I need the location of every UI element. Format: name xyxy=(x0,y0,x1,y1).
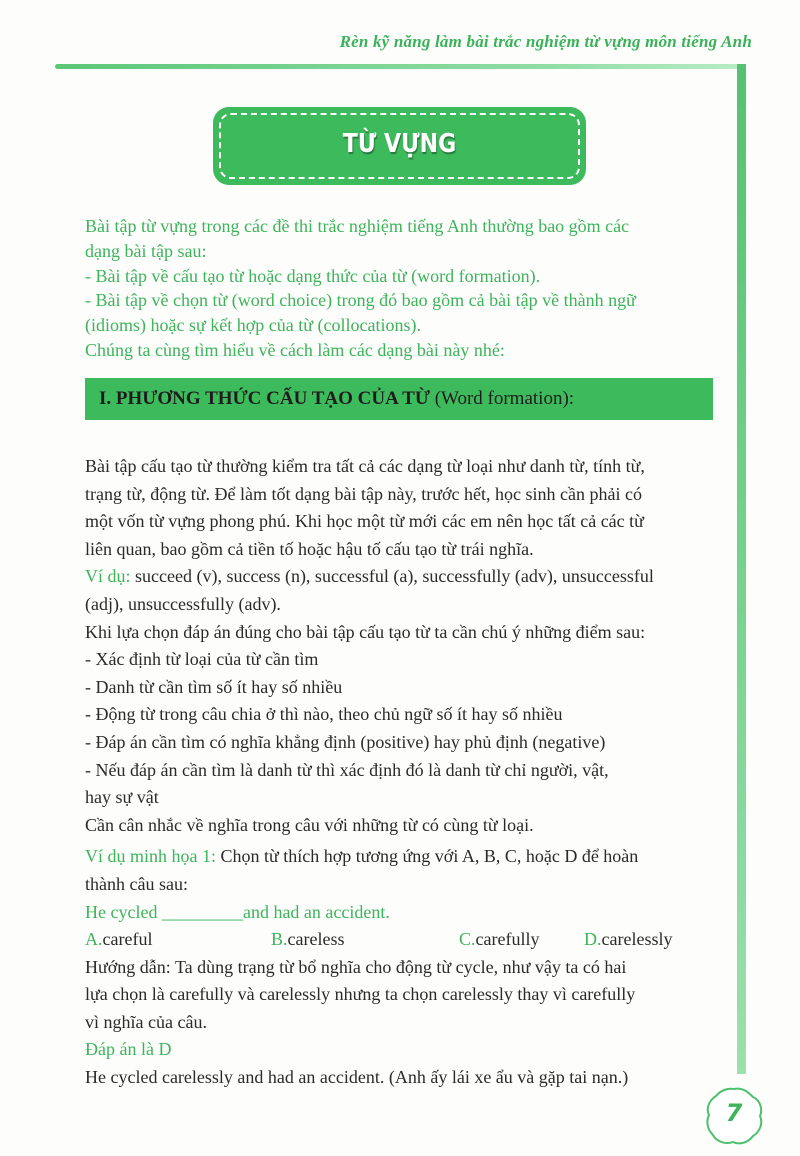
answer-options: A.careful B.careless C.carefully D.carelessly xyxy=(85,929,673,950)
example-line: Ví dụ: succeed (v), success (n), successful (a), successfully (adv), unsuccessful xyxy=(85,566,654,587)
section-body: Bài tập cấu tạo từ thường kiểm tra tất cả các dạng từ loại như danh từ, tính từ, trạng từ, động từ. Để làm tốt dạng bài tập này, trước hết, học sinh cần phải có một vốn từ vựng phong phú. Khi học một từ mới các em nên học tất cả các từ liên quan, bao gồm cả tiền tố hoặc hậu tố cấu tạo từ trái nghĩa. Ví dụ: succeed (v), success (n), successful (a), successfully (adv), unsuccessful (adj), unsuccessfully (adv). Khi lựa chọn đáp án đúng cho bài tập cấu tạo từ ta cần chú ý những điểm sau: - Xác định từ loại của từ cần tìm - Danh từ cần tìm số ít hay số nhiều - Động từ trong câu chia ở thì nào, theo chủ ngữ số ít hay số nhiều - Đáp án cần tìm có nghĩa khẳng định (positive) hay phủ định (negative) - Nếu đáp án cần tìm là danh từ thì xác định đó là danh từ chỉ người, vật, hay sự vật Cần cân nhắc về nghĩa trong câu với những từ có cùng từ loại. Ví dụ minh họa 1: Chọn từ thích hợp tương ứng với A, B, C, hoặc D để hoàn thành câu sau: He cycled _________and had an accident. A.careful B.careless C.carefully D.carelessly Hướng dẫn: Ta dùng trạng từ bổ nghĩa cho động từ cycle, như vậy ta có hai lựa chọn là carefully và carelessly nhưng ta chọn carelessly thay vì carefully vì nghĩa của câu. Đáp án là D He cycled carelessly and had an accident. (Anh ấy lái xe ẩu và gặp tai nạn.) xyxy=(85,453,725,1092)
side-bar-decoration xyxy=(737,64,746,1074)
question: He cycled _________and had an accident. xyxy=(85,901,390,922)
intro-paragraph: Bài tập từ vựng trong các đề thi trắc nghiệm tiếng Anh thường bao gồm các dạng bài tập sau: - Bài tập về cấu tạo từ hoặc dạng thức của từ (word formation). - Bài tập về chọn từ (word choice) trong đó bao gồm cả bài tập về thành ngữ (idioms) hoặc sự kết hợp của từ (collocations). Chúng ta cùng tìm hiểu về cách làm các dạng bài này nhé: xyxy=(85,216,636,360)
section-heading: I. PHƯƠNG THỨC CẤU TẠO CỦA TỪ (Word formation): xyxy=(85,378,713,420)
illustration-line: Ví dụ minh họa 1: Chọn từ thích hợp tương ứng với A, B, C, hoặc D để hoàn xyxy=(85,846,639,867)
page-number: 7 xyxy=(725,1099,743,1127)
running-header: Rèn kỹ năng làm bài trắc nghiệm từ vựng môn tiếng Anh xyxy=(339,32,752,51)
header-rule xyxy=(55,64,743,69)
final-sentence: He cycled carelessly and had an accident. (Anh ấy lái xe ẩu và gặp tai nạn.) xyxy=(85,1067,629,1088)
answer: Đáp án là D xyxy=(85,1039,172,1060)
chapter-title-box xyxy=(213,107,586,185)
page-number-badge xyxy=(703,1085,765,1147)
chapter-title: TỪ VỰNG xyxy=(342,129,457,159)
